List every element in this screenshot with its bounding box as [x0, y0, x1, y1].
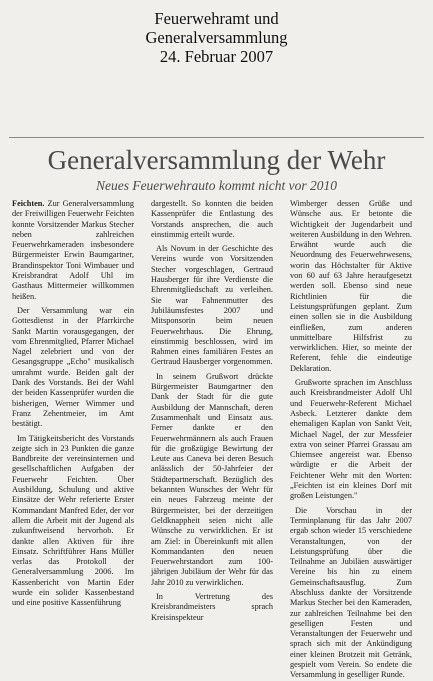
column-1-paragraph-3: Im Tätigkeitsbericht des Vorstands zeigte sich in 23 Punkten die ganze Bandbreite der vereinsinternen und gesellschaftlichen Aufgaben der Feuerwehr Feichten. Über Ausbildung, Schulung und aktive Einsätze der Wehr referierte Erster Kommandant Manfred Eder, der vor allem die Arbeit mit der Jugend als zukunftweisend hervorhob. Er dankte allen Aktiven für ihre Einsatz. Schriftführer Hans Müller verlas das Protokoll der Generalversammlung 2006. Im Kassenbericht von Martin Eder wurde ein solider Kassenbestand und eine positive Kassenführung [12, 433, 134, 608]
heading-line-1: Feuerwehramt und [154, 9, 279, 28]
heading-line-2: Generalversammlung [145, 28, 288, 47]
article-column-2 [151, 199, 273, 622]
dateline: Feichten. [12, 199, 45, 208]
heading-line-3: 24. Februar 2007 [159, 47, 274, 66]
column-3-paragraph-1: Wimberger dessen Grüße und Wünsche aus. Er betonte die Wichtigkeit der Jugendarbeit und weiteren Ausbildung in den Wehren. Erwähnt wurde auch die Neuordnung des Feuerwehrwesens, worin das Höchstalter für Aktive von 60 auf 63 Jahre heraufgesetzt werden soll. Ebenso sind neue Richtlinien für die Leistungsprüfungen geplant. Zum einen sollen sie in die Ausbildung einfließen, zum anderen unmittelbare Hilfsfrist zu verwirklichen. Hier, so meinte der Referent, fehle die eindeutige Deklaration. [290, 199, 412, 373]
column-3-paragraph-2: Grußworte sprachen im Anschluss auch Kreisbrandmeister Adolf Uhl und Feuerwehr-Referent Michael Asbeck. Letzterer dankte dem ehemaligen Kaplan von Sankt Veit, Michael Nagel, der zur Messfeier extra von seiner Pfarrei Grassau am Chiemsee angereist war. Ebenso würdigte er die Arbeit der Feichtener Wehr mit den Worten: „Feichten ist ein kleines Dorf mit großen Leistungen." [290, 378, 412, 501]
column-3-paragraph-3: Die Vorschau in der Terminplanung für das Jahr 2007 ergab schon wieder 15 verschiedene Veranstaltungen, von der Leistungsprüfung über die Teilnahme an Jubiläen auswärtiger Vereine bis hin zu einem Gemeinschaftsausflug. Zum Abschluss dankte der Vorsitzende Markus Stecher bei den Kameraden, zur zahlreichen Teilnahme bei den geselligen Festen und Veranstaltungen der Feuerwehr und sprach sich mit der Ankündigung einer kleinen Brotzeit mit Getränk, gespielt vom Verein. So endete die Versammlung in geselliger Runde. [290, 505, 412, 680]
paragraph-text: Zur Generalversammlung der Freiwilligen Feuerwehr Feichten konnte Vorsitzender Markus Stecher neben zahlreichen Feuerwehrkameraden insbesondere Bürgermeister Erwin Baumgartner, Brandinspektor Toni Wimbauer und Kreisbrandrat Adolf Uhl im Gasthaus Mittermeier willkommen heißen. [12, 199, 134, 301]
column-2-paragraph-1: dargestellt. So konnten die beiden Kassenprüfer die Entlastung des Vorstands ansprechen, die auch einstimmig erteilt wurde. [151, 199, 273, 239]
column-2-paragraph-3: In seinem Grußwort drückte Bürgermeister Baumgartner den Dank der Stadt für die gute Ausbildung der Mannschaft, deren Zusammenhalt und Einsatz aus. Ferner dankte er den Feuerwehrmännern als auch Frauen für die großzügige Bewirtung der Leute aus Caneva bei deren Besuch anlässlich der 50-Jahrfeier der Städtepartnerschaft. Bezüglich des bekannten Wunsches der Wehr für ein neues Fahrzeug meinte der Bürgermeister, bei der derzeitigen Geldknappheit seien nicht alle Wünsche zu verwirklichen. Er ist am Ziel: in Übereinkunft mit allen Kommandanten den neuen Feuerwehrstandort zum 100-jährigen Jubiläum der Wehr für das Jahr 2010 zu verwirklichen. [151, 371, 273, 587]
column-2-paragraph-2: Als Novum in der Geschichte des Vereins wurde von Vorsitzenden Stecher vorgeschlagen, Gertraud Hausberger für ihre Verdienste die Ehrenmitgliedschaft zu verleihen. Sie war Fahnenmutter des Jubiläumsfestes 2007 und Mitsponsorin beim neuen Feuerwehrhaus. Die Ehrung, einstimmig beschlossen, wird im Rahmen eines familiären Festes an Gertraud Hausberger vorgenommen. [151, 244, 273, 367]
article-subheadline: Neues Feuerwehrauto kommt nicht vor 2010 [95, 178, 338, 193]
divider-rule [9, 137, 424, 138]
article-column-1 [12, 199, 134, 608]
column-2-paragraph-4: In Vertretung des Kreisbrandmeisters sprach Kreisinspekteur [151, 591, 273, 622]
column-1-paragraph-1 [12, 199, 134, 302]
page-heading [0, 9, 433, 66]
article-headline: Generalversammlung der Wehr [47, 145, 386, 175]
column-1-paragraph-2: Der Versammlung war ein Gottesdienst in der Pfarrkirche Sankt Martin vorausgegangen, der vom Ehrenmitglied, Pfarrer Michael Nagel zelebriert und von der Gesangsgruppe „Echo" musikalisch umrahmt wurde. Beiden galt der Dank des Vorstands. Bei der Wahl der beiden Kassenprüfer wurden die bisherigen, Werner Wimmer und Franz Zehentmeier, im Amt bestätigt. [12, 305, 134, 429]
article-column-3 [290, 199, 412, 680]
